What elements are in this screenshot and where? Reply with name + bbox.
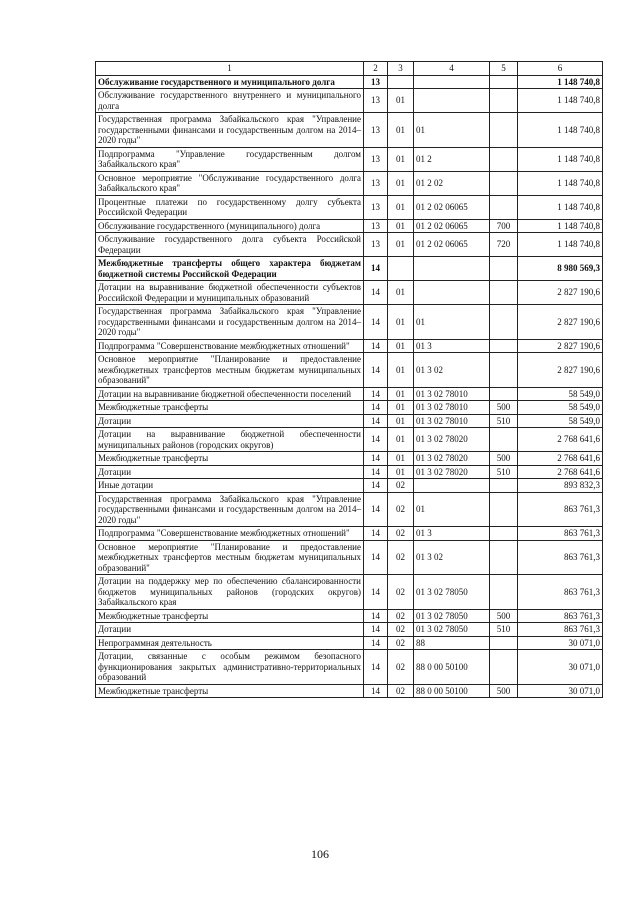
- row-subsection-cell: 01: [388, 428, 414, 452]
- row-name-cell: Дотации: [96, 465, 364, 479]
- row-name-cell: Обслуживание государственного долга субъекта Российской Федерации: [96, 233, 364, 257]
- row-section-cell: 14: [364, 428, 388, 452]
- row-section-cell: 14: [364, 609, 388, 623]
- row-target-article-cell: [414, 75, 490, 89]
- row-target-article-cell: 01: [414, 305, 490, 340]
- row-target-article-cell: 01 3 02 78020: [414, 452, 490, 466]
- row-sum-cell: 893 832,3: [518, 479, 603, 493]
- row-target-article-cell: 01 3: [414, 339, 490, 353]
- row-sum-cell: 863 761,3: [518, 492, 603, 527]
- row-expense-type-cell: [490, 479, 518, 493]
- row-sum-cell: 1 148 740,8: [518, 75, 603, 89]
- row-name-cell: Межбюджетные трансферты: [96, 452, 364, 466]
- row-target-article-cell: 88: [414, 636, 490, 650]
- row-target-article-cell: 01 3 02: [414, 353, 490, 388]
- row-subsection-cell: 01: [388, 281, 414, 305]
- row-name-cell: Межбюджетные трансферты: [96, 401, 364, 415]
- row-target-article-cell: 01 3 02 78020: [414, 428, 490, 452]
- row-subsection-cell: 02: [388, 684, 414, 698]
- row-subsection-cell: 01: [388, 219, 414, 233]
- row-section-cell: 14: [364, 492, 388, 527]
- row-expense-type-cell: 510: [490, 414, 518, 428]
- row-name-cell: Непрограммная деятельность: [96, 636, 364, 650]
- row-subsection-cell: 01: [388, 465, 414, 479]
- row-sum-cell: 2 827 190,6: [518, 353, 603, 388]
- row-sum-cell: 1 148 740,8: [518, 147, 603, 171]
- row-sum-cell: 1 148 740,8: [518, 233, 603, 257]
- row-target-article-cell: [414, 479, 490, 493]
- row-sum-cell: 863 761,3: [518, 575, 603, 610]
- row-subsection-cell: 02: [388, 540, 414, 575]
- table-row: [96, 387, 603, 401]
- row-expense-type-cell: 500: [490, 401, 518, 415]
- row-expense-type-cell: 500: [490, 452, 518, 466]
- row-subsection-cell: 01: [388, 387, 414, 401]
- row-sum-cell: 30 071,0: [518, 684, 603, 698]
- table-row: [96, 452, 603, 466]
- row-section-cell: 14: [364, 387, 388, 401]
- row-expense-type-cell: [490, 636, 518, 650]
- row-sum-cell: 1 148 740,8: [518, 219, 603, 233]
- row-subsection-cell: [388, 257, 414, 281]
- row-expense-type-cell: 500: [490, 609, 518, 623]
- row-sum-cell: 863 761,3: [518, 609, 603, 623]
- row-sum-cell: 1 148 740,8: [518, 89, 603, 113]
- table-row: [96, 257, 603, 281]
- row-sum-cell: 2 768 641,6: [518, 465, 603, 479]
- row-section-cell: 14: [364, 479, 388, 493]
- row-sum-cell: 58 549,0: [518, 387, 603, 401]
- table-row: [96, 113, 603, 148]
- row-expense-type-cell: 500: [490, 684, 518, 698]
- row-sum-cell: 2 827 190,6: [518, 305, 603, 340]
- row-section-cell: 14: [364, 527, 388, 541]
- row-name-cell: Государственная программа Забайкальского края "Управление государственными финансами и государственным долгом на 2014–2020 годы": [96, 113, 364, 148]
- row-name-cell: Процентные платежи по государственному долгу субъекта Российской Федерации: [96, 195, 364, 219]
- row-section-cell: 14: [364, 257, 388, 281]
- row-expense-type-cell: [490, 650, 518, 685]
- header-cell-subsection: 3: [388, 62, 414, 76]
- row-expense-type-cell: [490, 281, 518, 305]
- row-target-article-cell: [414, 257, 490, 281]
- row-section-cell: 13: [364, 233, 388, 257]
- row-expense-type-cell: [490, 353, 518, 388]
- row-expense-type-cell: 720: [490, 233, 518, 257]
- row-sum-cell: 863 761,3: [518, 623, 603, 637]
- row-name-cell: Обслуживание государственного и муниципального долга: [96, 75, 364, 89]
- row-subsection-cell: 01: [388, 89, 414, 113]
- table-row: [96, 233, 603, 257]
- row-target-article-cell: 01 3 02 78010: [414, 414, 490, 428]
- row-name-cell: Дотации на выравнивание бюджетной обеспеченности субъектов Российской Федерации и муниципальных образований: [96, 281, 364, 305]
- row-subsection-cell: 01: [388, 452, 414, 466]
- table-row: [96, 305, 603, 340]
- table-row: [96, 195, 603, 219]
- row-expense-type-cell: 700: [490, 219, 518, 233]
- row-expense-type-cell: [490, 113, 518, 148]
- row-sum-cell: 58 549,0: [518, 414, 603, 428]
- row-sum-cell: 1 148 740,8: [518, 113, 603, 148]
- row-section-cell: 14: [364, 414, 388, 428]
- row-expense-type-cell: [490, 387, 518, 401]
- row-section-cell: 14: [364, 339, 388, 353]
- row-name-cell: Подпрограмма "Совершенствование межбюджетных отношений": [96, 339, 364, 353]
- row-expense-type-cell: [490, 428, 518, 452]
- row-subsection-cell: 01: [388, 113, 414, 148]
- table-row: [96, 147, 603, 171]
- table-row: [96, 527, 603, 541]
- row-sum-cell: 8 980 569,3: [518, 257, 603, 281]
- row-name-cell: Обслуживание государственного (муниципального) долга: [96, 219, 364, 233]
- row-target-article-cell: 01 3 02 78010: [414, 387, 490, 401]
- row-name-cell: Дотации: [96, 414, 364, 428]
- row-name-cell: Основное мероприятие "Планирование и предоставление межбюджетных трансфертов местным бюджетам муниципальных образований": [96, 353, 364, 388]
- row-section-cell: 14: [364, 401, 388, 415]
- row-section-cell: 14: [364, 465, 388, 479]
- header-cell-expense-type: 5: [490, 62, 518, 76]
- row-target-article-cell: 01 2 02 06065: [414, 219, 490, 233]
- row-target-article-cell: 01 3: [414, 527, 490, 541]
- row-name-cell: Основное мероприятие "Обслуживание государственного долга Забайкальского края": [96, 171, 364, 195]
- row-target-article-cell: 01: [414, 492, 490, 527]
- row-subsection-cell: [388, 75, 414, 89]
- table-row: [96, 684, 603, 698]
- row-section-cell: 14: [364, 353, 388, 388]
- row-expense-type-cell: [490, 575, 518, 610]
- row-target-article-cell: 88 0 00 50100: [414, 684, 490, 698]
- row-sum-cell: 1 148 740,8: [518, 171, 603, 195]
- row-subsection-cell: 02: [388, 609, 414, 623]
- budget-table: [95, 61, 603, 698]
- row-expense-type-cell: [490, 492, 518, 527]
- row-section-cell: 14: [364, 305, 388, 340]
- row-target-article-cell: 88 0 00 50100: [414, 650, 490, 685]
- row-expense-type-cell: [490, 527, 518, 541]
- row-section-cell: 13: [364, 219, 388, 233]
- row-subsection-cell: 01: [388, 195, 414, 219]
- header-cell-section: 2: [364, 62, 388, 76]
- row-expense-type-cell: [490, 540, 518, 575]
- table-row: [96, 575, 603, 610]
- row-name-cell: Государственная программа Забайкальского края "Управление государственными финансами и государственным долгом на 2014–2020 годы": [96, 305, 364, 340]
- row-sum-cell: 30 071,0: [518, 636, 603, 650]
- row-section-cell: 14: [364, 684, 388, 698]
- row-sum-cell: 2 827 190,6: [518, 281, 603, 305]
- table-row: [96, 540, 603, 575]
- row-section-cell: 13: [364, 147, 388, 171]
- row-section-cell: 14: [364, 281, 388, 305]
- row-sum-cell: 2 768 641,6: [518, 428, 603, 452]
- row-subsection-cell: 01: [388, 305, 414, 340]
- row-subsection-cell: 01: [388, 401, 414, 415]
- row-section-cell: 14: [364, 636, 388, 650]
- row-name-cell: Дотации на выравнивание бюджетной обеспеченности поселений: [96, 387, 364, 401]
- row-subsection-cell: 02: [388, 527, 414, 541]
- row-expense-type-cell: 510: [490, 623, 518, 637]
- row-target-article-cell: 01 3 02 78020: [414, 465, 490, 479]
- row-section-cell: 14: [364, 623, 388, 637]
- row-target-article-cell: 01 3 02 78010: [414, 401, 490, 415]
- table-header-row: [96, 62, 603, 76]
- table-row: [96, 75, 603, 89]
- row-name-cell: Обслуживание государственного внутреннего и муниципального долга: [96, 89, 364, 113]
- row-name-cell: Подпрограмма "Управление государственным долгом Забайкальского края": [96, 147, 364, 171]
- row-target-article-cell: 01 3 02 78050: [414, 623, 490, 637]
- row-expense-type-cell: [490, 171, 518, 195]
- row-expense-type-cell: [490, 305, 518, 340]
- row-subsection-cell: 01: [388, 147, 414, 171]
- row-section-cell: 13: [364, 75, 388, 89]
- row-expense-type-cell: [490, 89, 518, 113]
- row-section-cell: 14: [364, 540, 388, 575]
- row-subsection-cell: 02: [388, 492, 414, 527]
- row-section-cell: 14: [364, 650, 388, 685]
- row-expense-type-cell: 510: [490, 465, 518, 479]
- table-row: [96, 650, 603, 685]
- row-expense-type-cell: [490, 339, 518, 353]
- row-target-article-cell: 01 3 02 78050: [414, 575, 490, 610]
- table-row: [96, 339, 603, 353]
- row-name-cell: Государственная программа Забайкальского края "Управление государственными финансами и государственным долгом на 2014–2020 годы": [96, 492, 364, 527]
- row-target-article-cell: 01 2 02 06065: [414, 233, 490, 257]
- table-body: [96, 75, 603, 698]
- row-target-article-cell: 01 2 02: [414, 171, 490, 195]
- table-row: [96, 89, 603, 113]
- table-row: [96, 623, 603, 637]
- table-row: [96, 609, 603, 623]
- row-section-cell: 14: [364, 575, 388, 610]
- row-subsection-cell: 01: [388, 414, 414, 428]
- row-target-article-cell: 01 3 02: [414, 540, 490, 575]
- row-section-cell: 13: [364, 195, 388, 219]
- table-row: [96, 465, 603, 479]
- row-subsection-cell: 01: [388, 339, 414, 353]
- row-expense-type-cell: [490, 147, 518, 171]
- row-sum-cell: 2 768 641,6: [518, 452, 603, 466]
- row-name-cell: Межбюджетные трансферты: [96, 609, 364, 623]
- row-sum-cell: 30 071,0: [518, 650, 603, 685]
- row-subsection-cell: 02: [388, 479, 414, 493]
- row-target-article-cell: 01 3 02 78050: [414, 609, 490, 623]
- header-cell-sum: 6: [518, 62, 603, 76]
- header-cell-name: 1: [96, 62, 364, 76]
- row-sum-cell: 58 549,0: [518, 401, 603, 415]
- row-section-cell: 13: [364, 113, 388, 148]
- row-sum-cell: 1 148 740,8: [518, 195, 603, 219]
- row-subsection-cell: 01: [388, 233, 414, 257]
- row-name-cell: Подпрограмма "Совершенствование межбюджетных отношений": [96, 527, 364, 541]
- row-target-article-cell: 01: [414, 113, 490, 148]
- row-name-cell: Иные дотации: [96, 479, 364, 493]
- table-row: [96, 636, 603, 650]
- row-name-cell: Дотации на выравнивание бюджетной обеспеченности муниципальных районов (городских округов): [96, 428, 364, 452]
- row-expense-type-cell: [490, 195, 518, 219]
- row-expense-type-cell: [490, 257, 518, 281]
- row-sum-cell: 863 761,3: [518, 527, 603, 541]
- row-section-cell: 14: [364, 452, 388, 466]
- row-name-cell: Межбюджетные трансферты общего характера бюджетам бюджетной системы Российской Федерации: [96, 257, 364, 281]
- table-row: [96, 353, 603, 388]
- row-subsection-cell: 02: [388, 575, 414, 610]
- table-row: [96, 479, 603, 493]
- row-section-cell: 13: [364, 171, 388, 195]
- row-target-article-cell: 01 2 02 06065: [414, 195, 490, 219]
- table-row: [96, 414, 603, 428]
- table-row: [96, 281, 603, 305]
- row-expense-type-cell: [490, 75, 518, 89]
- row-name-cell: Дотации на поддержку мер по обеспечению сбалансированности бюджетов муниципальных районов (городских округов) Забайкальского края: [96, 575, 364, 610]
- row-sum-cell: 863 761,3: [518, 540, 603, 575]
- row-subsection-cell: 01: [388, 353, 414, 388]
- table-row: [96, 171, 603, 195]
- row-subsection-cell: 02: [388, 650, 414, 685]
- table-row: [96, 428, 603, 452]
- row-name-cell: Межбюджетные трансферты: [96, 684, 364, 698]
- row-name-cell: Дотации, связанные с особым режимом безопасного функционирования закрытых административно-территориальных образований: [96, 650, 364, 685]
- table-row: [96, 492, 603, 527]
- row-name-cell: Дотации: [96, 623, 364, 637]
- row-target-article-cell: [414, 89, 490, 113]
- table-row: [96, 401, 603, 415]
- row-name-cell: Основное мероприятие "Планирование и предоставление межбюджетных трансфертов местным бюджетам муниципальных образований": [96, 540, 364, 575]
- row-target-article-cell: 01 2: [414, 147, 490, 171]
- row-section-cell: 13: [364, 89, 388, 113]
- header-cell-target-article: 4: [414, 62, 490, 76]
- table-row: [96, 219, 603, 233]
- row-target-article-cell: [414, 281, 490, 305]
- row-sum-cell: 2 827 190,6: [518, 339, 603, 353]
- page-number: 106: [311, 847, 329, 861]
- row-subsection-cell: 02: [388, 636, 414, 650]
- row-subsection-cell: 01: [388, 171, 414, 195]
- row-subsection-cell: 02: [388, 623, 414, 637]
